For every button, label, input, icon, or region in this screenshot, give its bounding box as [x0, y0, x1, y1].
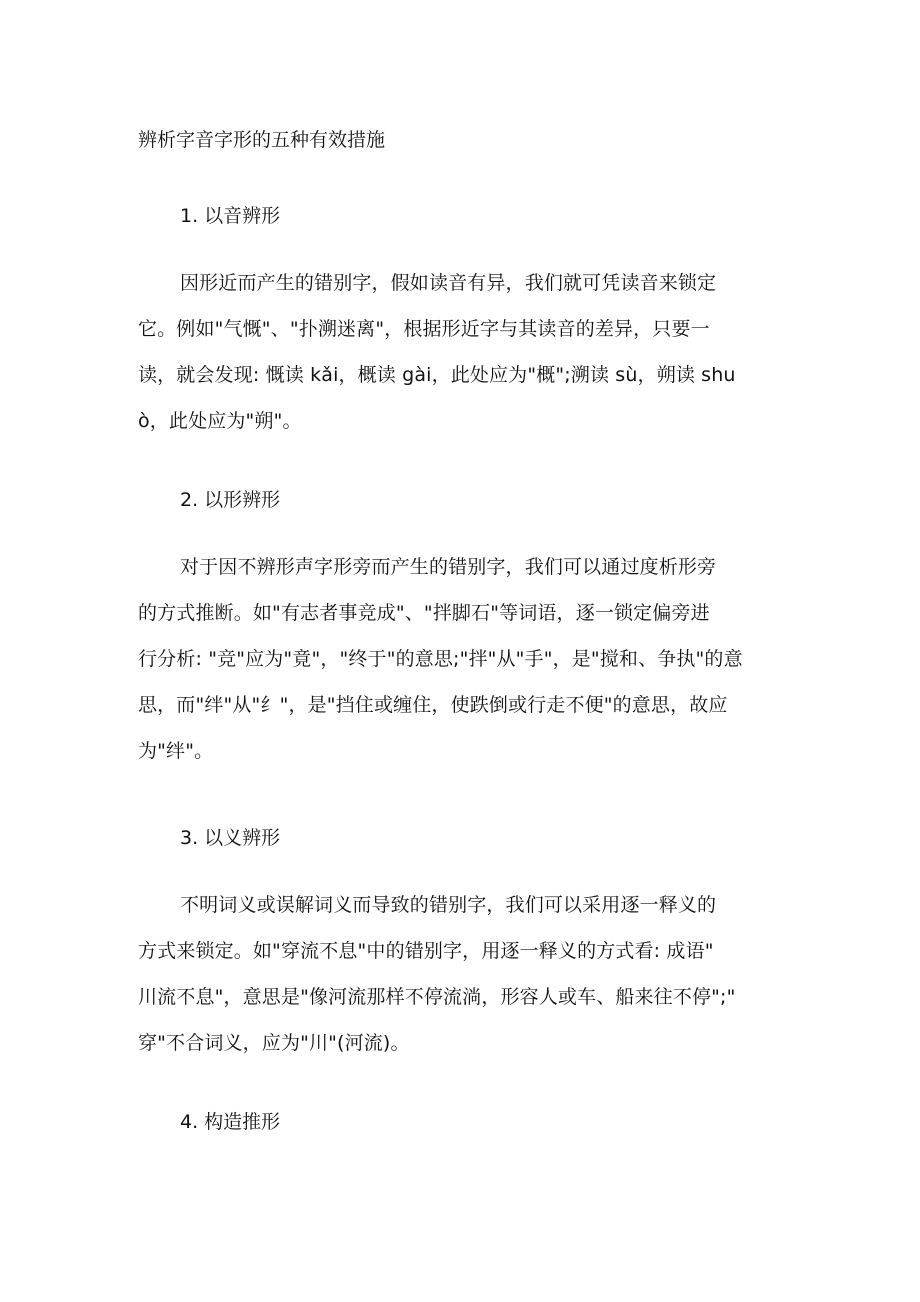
section-paragraph-3 — [138, 882, 788, 1066]
section-heading-4: 4. 构造推形 — [180, 1111, 281, 1133]
paragraph-line: 思，而"绊"从"纟"，是"挡住或缠住，使跌倒或行走不便"的意思，故应 — [138, 694, 728, 716]
document-title: 辨析字音字形的五种有效措施 — [138, 129, 386, 151]
section-heading-1: 1. 以音辨形 — [180, 205, 281, 227]
paragraph-line: 穿"不合词义，应为"川"(河流)。 — [138, 1032, 410, 1054]
paragraph-line: 读，就会发现: 慨读 kǎi，概读 gài，此处应为"概";溯读 sù，朔读 shu — [138, 364, 736, 386]
paragraph-line: 它。例如"气慨"、"扑溯迷离"，根据形近字与其读音的差异，只要一 — [138, 318, 710, 340]
paragraph-line: 因形近而产生的错别字，假如读音有异，我们就可凭读音来锁定 — [180, 272, 717, 294]
section-paragraph-1 — [138, 260, 788, 444]
paragraph-line: ò，此处应为"朔"。 — [138, 410, 302, 432]
section-paragraph-2 — [138, 544, 788, 774]
paragraph-line: 的方式推断。如"有志者事竞成"、"拌脚石"等词语，逐一锁定偏旁进 — [138, 602, 710, 624]
paragraph-line: 方式来锁定。如"穿流不息"中的错别字，用逐一释义的方式看: 成语" — [138, 940, 714, 962]
paragraph-line: 对于因不辨形声字形旁而产生的错别字，我们可以通过度析形旁 — [180, 556, 717, 578]
paragraph-line: 为"绊"。 — [138, 740, 214, 762]
section-heading-2: 2. 以形辨形 — [180, 489, 281, 511]
paragraph-line: 行分析: "竞"应为"竟"，"终于"的意思;"拌"从"手"，是"搅和、争执"的意 — [138, 648, 743, 670]
section-heading-3: 3. 以义辨形 — [180, 827, 281, 849]
paragraph-line: 川流不息"，意思是"像河流那样不停流淌，形容人或车、船来往不停";" — [138, 986, 736, 1008]
paragraph-line: 不明词义或误解词义而导致的错别字，我们可以采用逐一释义的 — [180, 894, 717, 916]
